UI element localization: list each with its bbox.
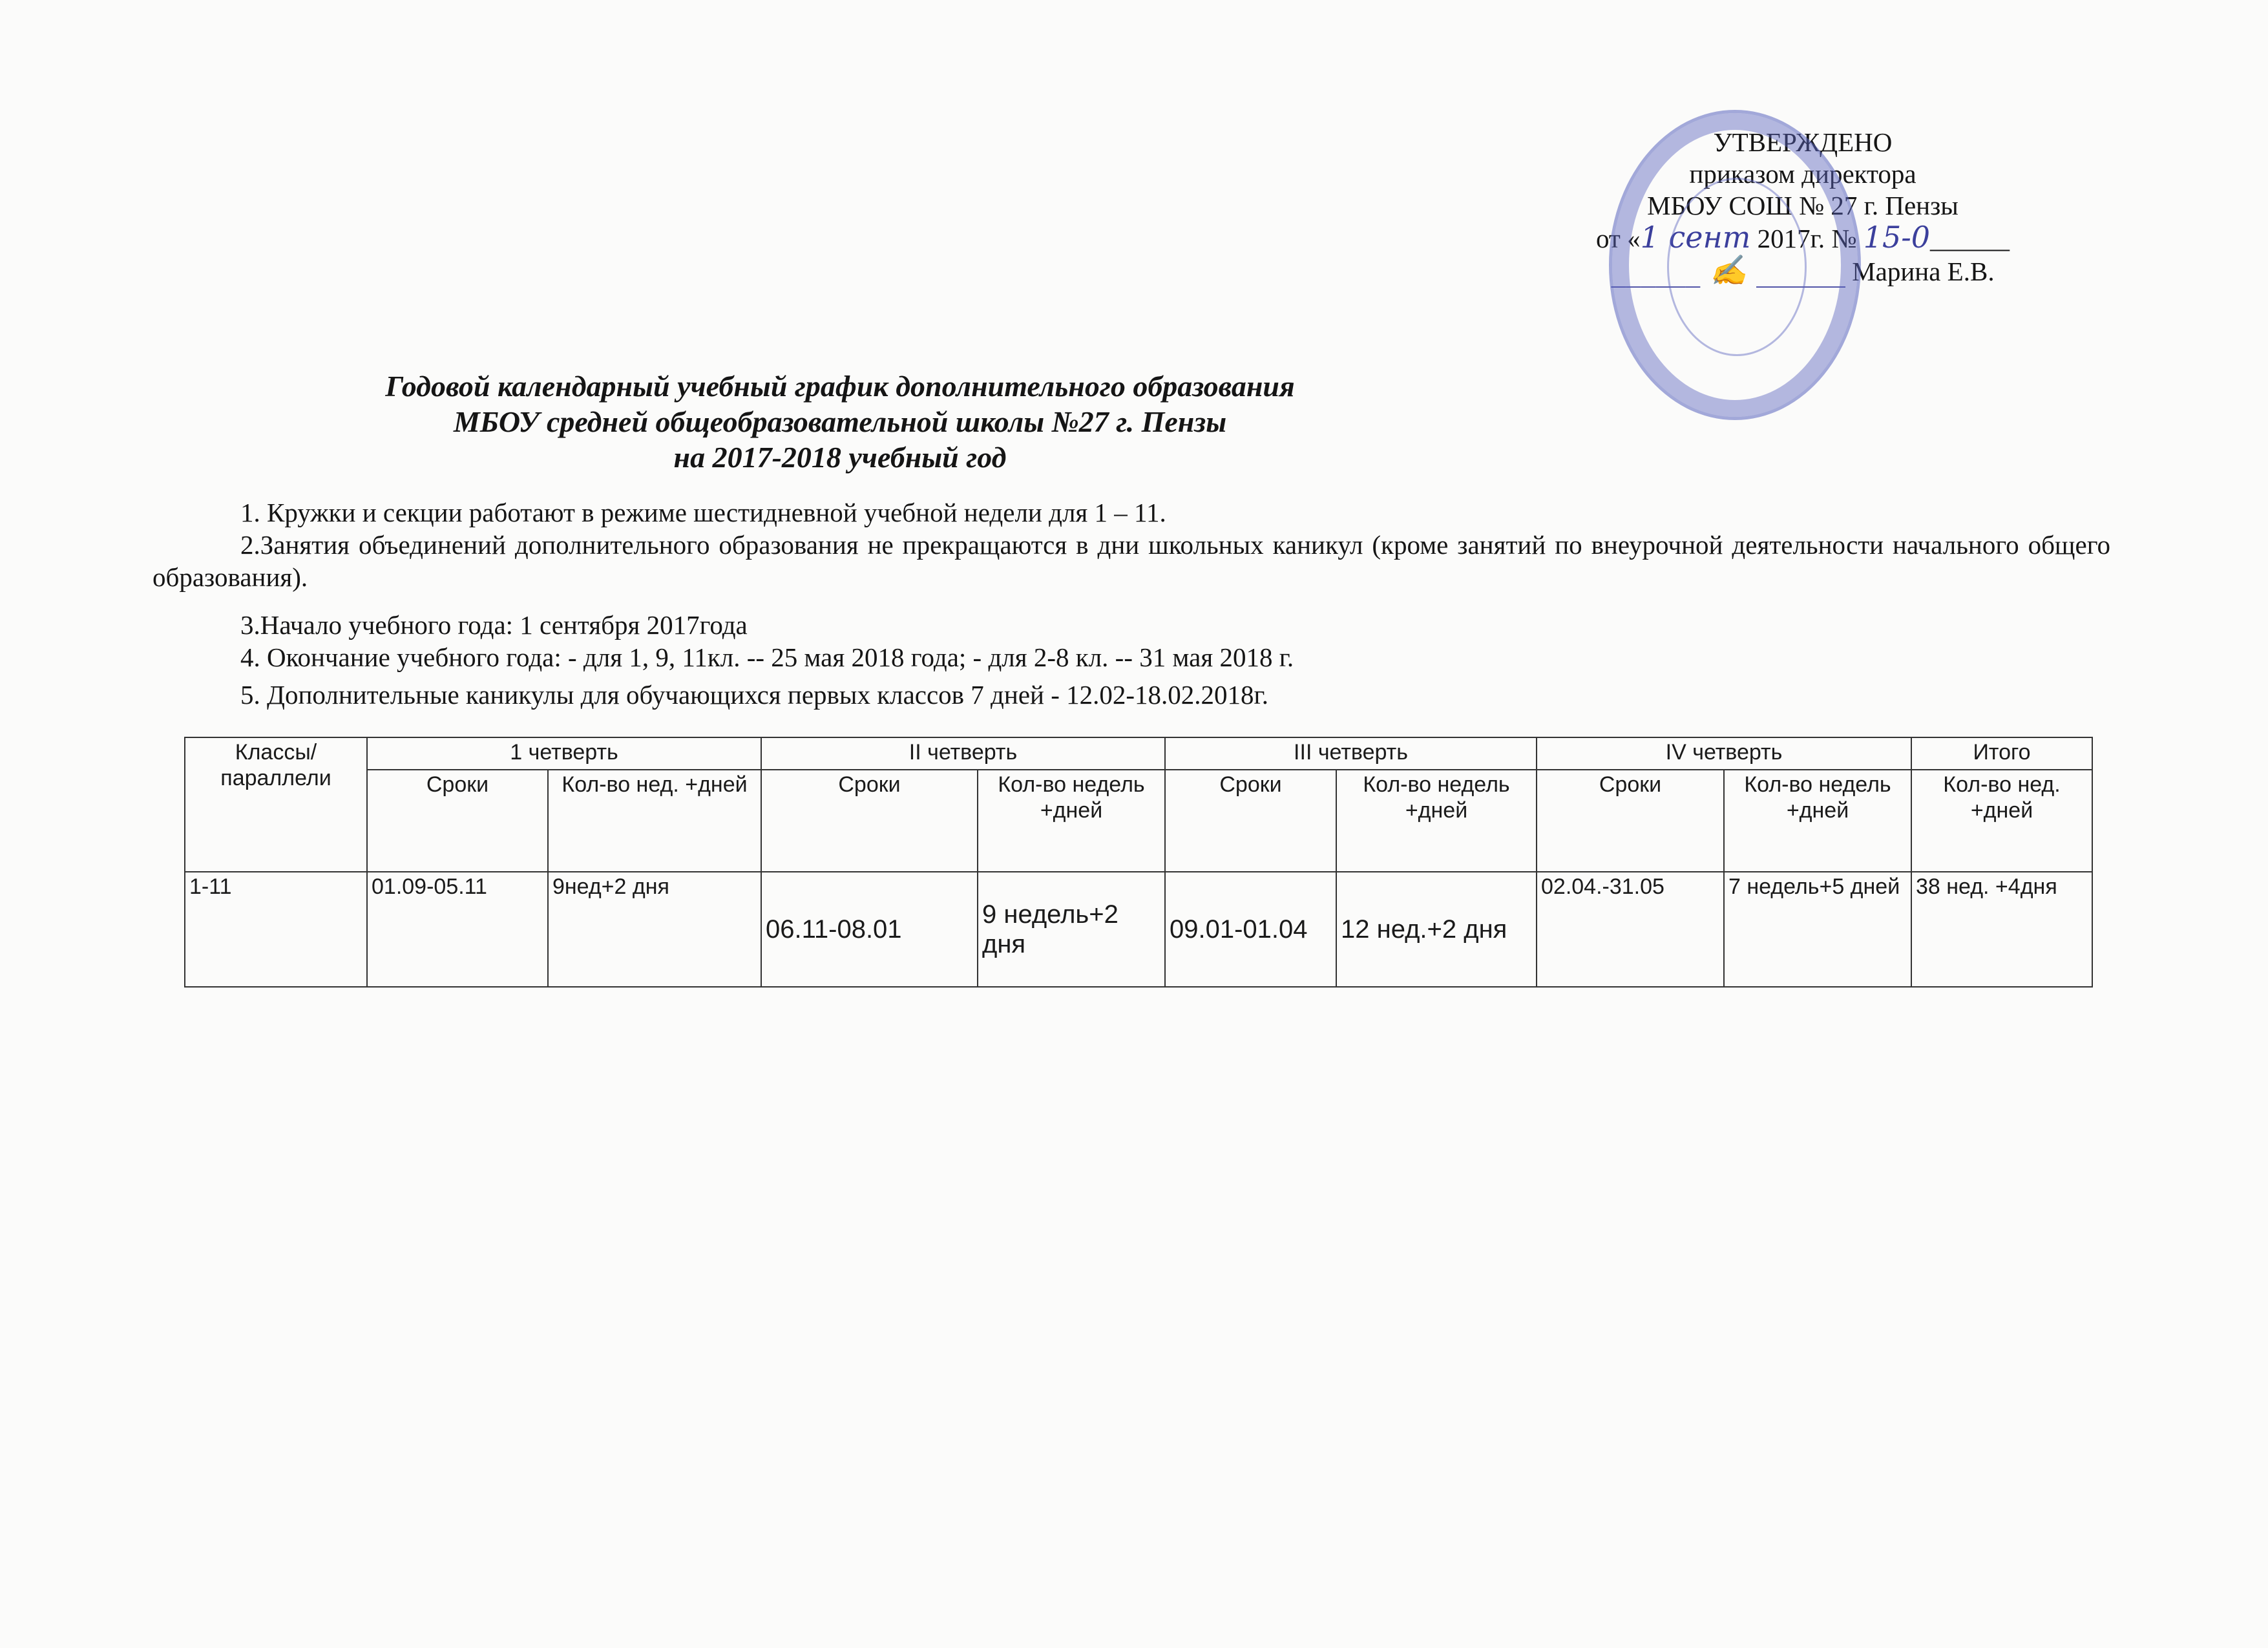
paragraph-5: 5. Дополнительные каникулы для обучающихся первых классов 7 дней - 12.02-18.02.2018г. xyxy=(240,680,1268,710)
date-year: 2017г. № xyxy=(1757,224,1857,253)
sub-q1-weeks: Кол-во нед. +дней xyxy=(548,770,761,872)
cell-q2-dates: 06.11-08.01 xyxy=(761,872,978,987)
cell-q4-dates: 02.04.-31.05 xyxy=(1537,872,1724,987)
table-header-row xyxy=(185,737,2092,770)
cell-q3-dates: 09.01-01.04 xyxy=(1165,872,1336,987)
header-q2: II четверть xyxy=(761,737,1165,770)
document-title xyxy=(0,368,1680,475)
header-total: Итого xyxy=(1911,737,2092,770)
sub-q3-dates: Сроки xyxy=(1165,770,1336,872)
title-line-2: МБОУ средней общеобразовательной школы №27 г. Пензы xyxy=(453,405,1227,438)
title-line-1: Годовой календарный учебный график дополнительного образования xyxy=(385,370,1295,403)
sub-q3-weeks: Кол-во недель +дней xyxy=(1336,770,1537,872)
sub-q4-dates: Сроки xyxy=(1537,770,1724,872)
header-classes: Классы/ параллели xyxy=(185,737,367,872)
schedule-table xyxy=(184,737,2093,988)
table-row xyxy=(185,872,2092,987)
order-number-handwritten: 15-0 xyxy=(1863,220,1931,255)
date-prefix: от « xyxy=(1595,224,1641,253)
sub-total: Кол-во нед. +дней xyxy=(1911,770,2092,872)
sub-q2-dates: Сроки xyxy=(761,770,978,872)
cell-classes: 1-11 xyxy=(185,872,367,987)
approval-date-line: от «1 сент 2017г. № 15-0______ xyxy=(1595,220,2010,255)
paragraph-2: 2.Занятия объединений дополнительного образования не прекращаются в дни школьных каникул (кроме занятий по внеурочной деятельности начального общего образования). xyxy=(152,530,2110,592)
sub-q4-weeks: Кол-во недель +дней xyxy=(1724,770,1911,872)
paragraph-1: 1. Кружки и секции работают в режиме шестидневной учебной недели для 1 – 11. xyxy=(240,498,1166,527)
header-q3: III четверть xyxy=(1165,737,1537,770)
cell-q4-weeks: 7 недель+5 дней xyxy=(1724,872,1911,987)
paragraph-4: 4. Окончание учебного года: - для 1, 9, 11кл. -- 25 мая 2018 года; - для 2-8 кл. -- 31 мая 2018 г. xyxy=(240,642,1294,672)
approval-block xyxy=(1480,127,2126,288)
paragraph-3: 3.Начало учебного года: 1 сентября 2017года xyxy=(240,610,748,640)
header-q4: IV четверть xyxy=(1537,737,1911,770)
approval-order: приказом директора xyxy=(1689,159,1916,189)
title-line-3: на 2017-2018 учебный год xyxy=(673,441,1007,474)
sub-q2-weeks: Кол-во недель +дней xyxy=(978,770,1165,872)
cell-total: 38 нед. +4дня xyxy=(1911,872,2092,987)
cell-q1-weeks: 9нед+2 дня xyxy=(548,872,761,987)
signature-icon: ______ ✍ ______ xyxy=(1611,253,1845,288)
cell-q3-weeks: 12 нед.+2 дня xyxy=(1336,872,1537,987)
sub-q1-dates: Сроки xyxy=(367,770,548,872)
director-name: Марина Е.В. xyxy=(1852,257,1995,286)
date-handwritten: 1 сент xyxy=(1640,220,1751,255)
table-subheader-row xyxy=(185,770,2092,872)
approval-heading: УТВЕРЖДЕНО xyxy=(1713,127,1893,157)
approval-school: МБОУ СОШ № 27 г. Пензы xyxy=(1647,191,1958,220)
header-q1: 1 четверть xyxy=(367,737,761,770)
cell-q2-weeks: 9 недель+2 дня xyxy=(978,872,1165,987)
cell-q1-dates: 01.09-05.11 xyxy=(367,872,548,987)
signature-line xyxy=(1480,255,2126,288)
